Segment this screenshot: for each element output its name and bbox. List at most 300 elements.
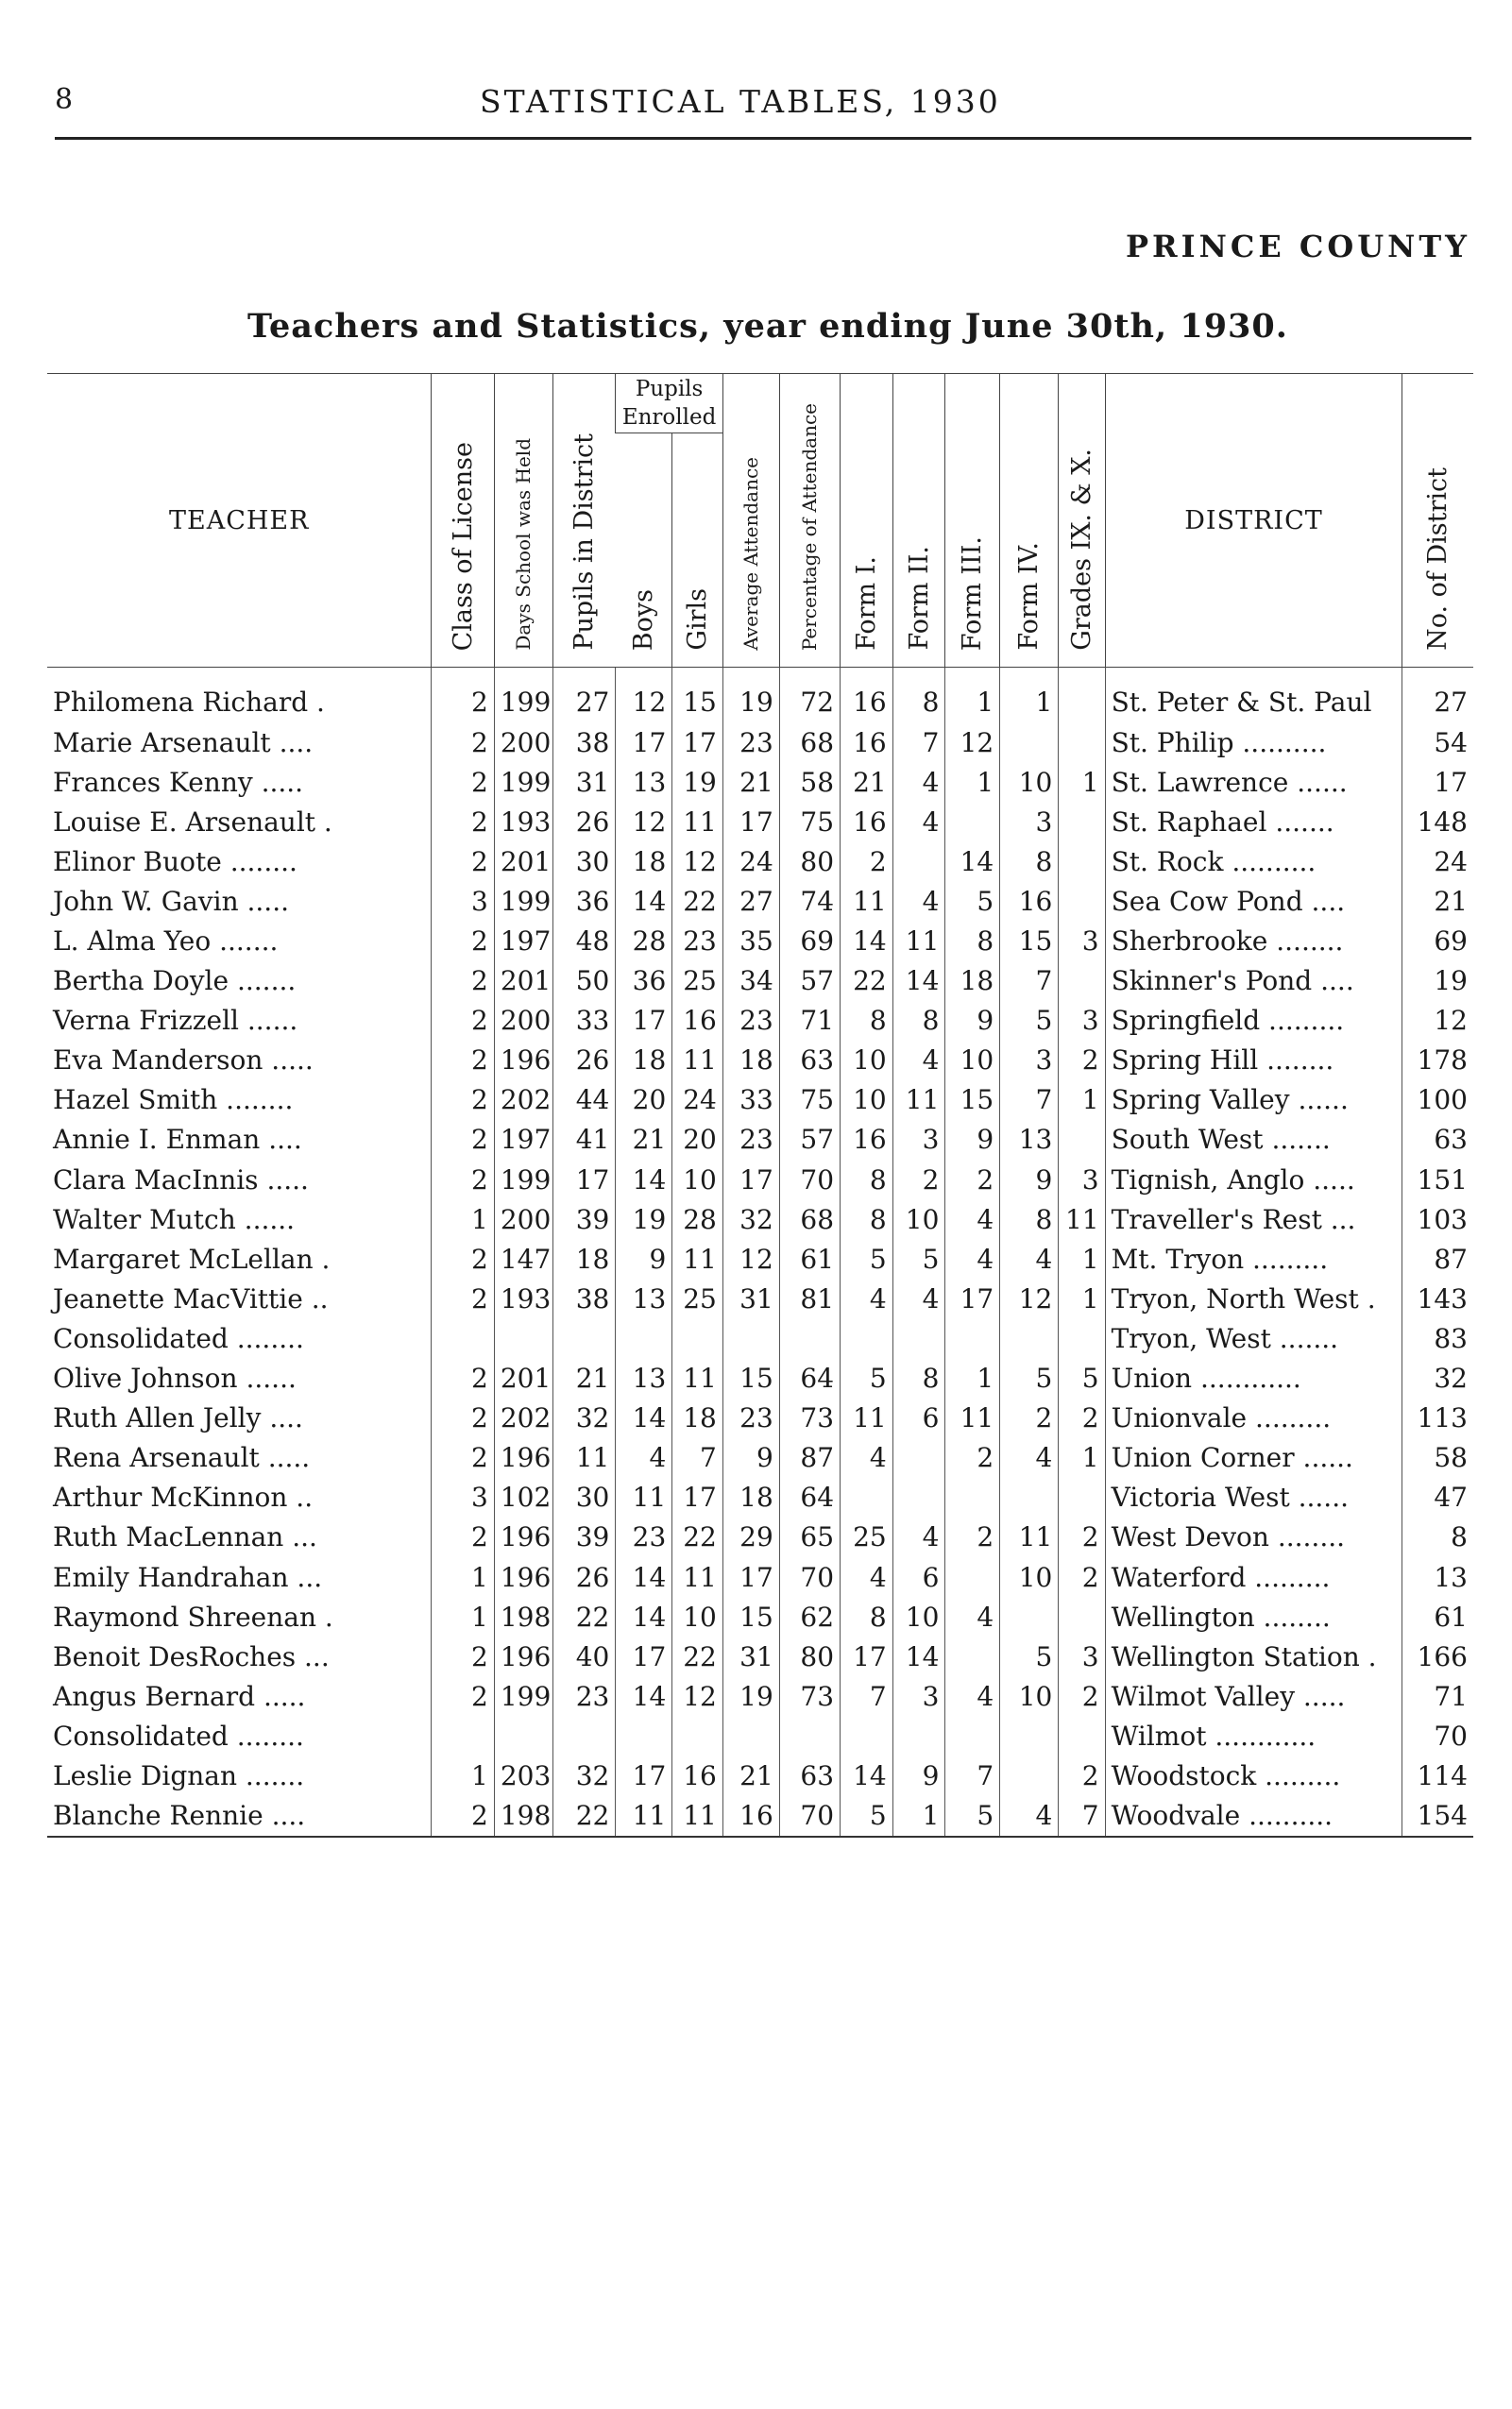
cell-no-of-district: 58 xyxy=(1402,1438,1473,1478)
cell-form-4: 5 xyxy=(1000,1001,1059,1041)
cell-teacher: Ruth Allen Jelly .... xyxy=(53,1402,303,1434)
cell-form-3: 1 xyxy=(945,668,1000,723)
cell-class-of-license: 2 xyxy=(432,1279,494,1318)
cell-no-of-district: 87 xyxy=(1402,1239,1473,1279)
cell-percentage-attendance: 61 xyxy=(779,1239,840,1279)
cell-average-attendance: 29 xyxy=(722,1518,779,1557)
cell-class-of-license: 2 xyxy=(432,762,494,802)
cell-pupils-in-district: 50 xyxy=(552,961,615,1001)
cell-pupils-in-district: 40 xyxy=(552,1637,615,1676)
table-row xyxy=(47,1359,1473,1399)
cell-average-attendance: 31 xyxy=(722,1637,779,1676)
cell-form-2: 3 xyxy=(892,1676,945,1716)
cell-girls: 11 xyxy=(672,1557,723,1597)
table-row xyxy=(47,1716,1473,1756)
table-row xyxy=(47,961,1473,1001)
cell-girls: 19 xyxy=(672,762,723,802)
cell-district: St. Rock .......... xyxy=(1105,841,1402,881)
col-form-1: Form I. xyxy=(841,374,893,668)
cell-percentage-attendance xyxy=(779,1318,840,1358)
cell-percentage-attendance: 63 xyxy=(779,1756,840,1795)
cell-boys: 36 xyxy=(616,961,672,1001)
table-row xyxy=(47,1438,1473,1478)
cell-district: Wellington ........ xyxy=(1105,1597,1402,1637)
cell-grades-9-10: 2 xyxy=(1059,1756,1105,1795)
cell-class-of-license: 3 xyxy=(432,881,494,921)
cell-average-attendance: 15 xyxy=(722,1359,779,1399)
cell-boys: 4 xyxy=(616,1438,672,1478)
cell-form-3: 18 xyxy=(945,961,1000,1001)
col-form-4: Form IV. xyxy=(1000,374,1059,668)
cell-boys: 13 xyxy=(616,1359,672,1399)
table-row xyxy=(47,1637,1473,1676)
cell-form-1: 25 xyxy=(841,1518,893,1557)
cell-teacher: Angus Bernard ..... xyxy=(53,1680,306,1712)
cell-no-of-district: 178 xyxy=(1402,1041,1473,1080)
cell-form-3: 5 xyxy=(945,1796,1000,1837)
cell-form-4: 4 xyxy=(1000,1438,1059,1478)
cell-district: Woodvale .......... xyxy=(1105,1796,1402,1837)
cell-form-3 xyxy=(945,1318,1000,1358)
cell-class-of-license xyxy=(432,1716,494,1756)
cell-days-school-held: 199 xyxy=(494,1160,552,1199)
cell-no-of-district: 61 xyxy=(1402,1597,1473,1637)
cell-grades-9-10 xyxy=(1059,722,1105,762)
cell-percentage-attendance: 70 xyxy=(779,1557,840,1597)
cell-class-of-license: 1 xyxy=(432,1557,494,1597)
cell-days-school-held: 199 xyxy=(494,668,552,723)
cell-form-4: 8 xyxy=(1000,1199,1059,1239)
cell-average-attendance: 35 xyxy=(722,921,779,960)
cell-teacher: Frances Kenny ..... xyxy=(53,766,304,798)
cell-no-of-district: 24 xyxy=(1402,841,1473,881)
cell-days-school-held: 198 xyxy=(494,1597,552,1637)
cell-percentage-attendance: 70 xyxy=(779,1796,840,1837)
cell-girls: 11 xyxy=(672,1359,723,1399)
cell-average-attendance: 17 xyxy=(722,1557,779,1597)
cell-district: Sherbrooke ........ xyxy=(1105,921,1402,960)
cell-days-school-held xyxy=(494,1318,552,1358)
cell-form-1: 17 xyxy=(841,1637,893,1676)
cell-form-1: 2 xyxy=(841,841,893,881)
cell-days-school-held: 199 xyxy=(494,762,552,802)
cell-grades-9-10: 5 xyxy=(1059,1359,1105,1399)
cell-form-2 xyxy=(892,1716,945,1756)
cell-pupils-in-district: 21 xyxy=(552,1359,615,1399)
cell-boys: 14 xyxy=(616,1399,672,1438)
cell-form-4: 4 xyxy=(1000,1796,1059,1837)
cell-grades-9-10 xyxy=(1059,881,1105,921)
cell-teacher: Bertha Doyle ....... xyxy=(53,965,297,997)
cell-days-school-held: 202 xyxy=(494,1080,552,1120)
cell-days-school-held: 202 xyxy=(494,1399,552,1438)
cell-form-1: 16 xyxy=(841,802,893,841)
cell-teacher: Blanche Rennie .... xyxy=(47,1796,432,1837)
cell-girls: 11 xyxy=(672,1041,723,1080)
cell-form-1: 11 xyxy=(841,881,893,921)
cell-district: Traveller's Rest ... xyxy=(1105,1199,1402,1239)
cell-average-attendance: 27 xyxy=(722,881,779,921)
cell-teacher: Consolidated ........ xyxy=(53,1322,304,1354)
cell-pupils-in-district: 18 xyxy=(552,1239,615,1279)
cell-form-3: 12 xyxy=(945,722,1000,762)
col-pupils-in-district: Pupils in District xyxy=(552,374,615,668)
cell-grades-9-10 xyxy=(1059,961,1105,1001)
cell-form-1: 8 xyxy=(841,1160,893,1199)
cell-form-1: 4 xyxy=(841,1438,893,1478)
cell-form-2: 4 xyxy=(892,1518,945,1557)
table-row xyxy=(47,1597,1473,1637)
cell-boys: 14 xyxy=(616,1557,672,1597)
cell-grades-9-10: 1 xyxy=(1059,1080,1105,1120)
cell-pupils-in-district: 36 xyxy=(552,881,615,921)
cell-district: Spring Valley ...... xyxy=(1105,1080,1402,1120)
cell-percentage-attendance: 68 xyxy=(779,1199,840,1239)
cell-girls: 17 xyxy=(672,1478,723,1518)
cell-no-of-district: 114 xyxy=(1402,1756,1473,1795)
cell-form-4: 10 xyxy=(1000,1557,1059,1597)
cell-girls: 20 xyxy=(672,1120,723,1160)
cell-pupils-in-district xyxy=(552,1318,615,1358)
cell-average-attendance: 21 xyxy=(722,1756,779,1795)
cell-no-of-district: 63 xyxy=(1402,1120,1473,1160)
cell-form-2: 5 xyxy=(892,1239,945,1279)
cell-form-1: 4 xyxy=(841,1557,893,1597)
cell-pupils-in-district: 31 xyxy=(552,762,615,802)
cell-no-of-district: 19 xyxy=(1402,961,1473,1001)
cell-days-school-held: 199 xyxy=(494,881,552,921)
cell-boys: 23 xyxy=(616,1518,672,1557)
cell-grades-9-10 xyxy=(1059,841,1105,881)
cell-district: Union Corner ...... xyxy=(1105,1438,1402,1478)
cell-average-attendance: 32 xyxy=(722,1199,779,1239)
cell-teacher: Olive Johnson ...... xyxy=(53,1363,297,1395)
cell-form-1: 4 xyxy=(841,1279,893,1318)
cell-district: West Devon ........ xyxy=(1105,1518,1402,1557)
cell-percentage-attendance: 70 xyxy=(779,1160,840,1199)
cell-grades-9-10: 3 xyxy=(1059,1001,1105,1041)
cell-percentage-attendance: 75 xyxy=(779,802,840,841)
table-row xyxy=(47,1080,1473,1120)
cell-days-school-held: 196 xyxy=(494,1438,552,1478)
cell-average-attendance: 24 xyxy=(722,841,779,881)
col-class-of-license: Class of License xyxy=(432,374,494,668)
cell-form-3: 4 xyxy=(945,1597,1000,1637)
cell-girls: 11 xyxy=(672,802,723,841)
cell-percentage-attendance: 72 xyxy=(779,668,840,723)
cell-teacher: Elinor Buote ........ xyxy=(53,845,297,877)
cell-days-school-held: 196 xyxy=(494,1637,552,1676)
cell-class-of-license: 1 xyxy=(432,1756,494,1795)
cell-girls: 23 xyxy=(672,921,723,960)
cell-average-attendance: 15 xyxy=(722,1597,779,1637)
cell-days-school-held: 196 xyxy=(494,1557,552,1597)
cell-district: Woodstock ......... xyxy=(1105,1756,1402,1795)
col-grades-9-10: Grades IX. & X. xyxy=(1059,374,1105,668)
cell-teacher: Louise E. Arsenault . xyxy=(53,806,332,838)
cell-form-1: 10 xyxy=(841,1080,893,1120)
cell-boys: 17 xyxy=(616,1001,672,1041)
cell-district: St. Raphael ....... xyxy=(1105,802,1402,841)
cell-boys: 20 xyxy=(616,1080,672,1120)
cell-form-2 xyxy=(892,1478,945,1518)
cell-no-of-district: 71 xyxy=(1402,1676,1473,1716)
cell-class-of-license: 2 xyxy=(432,1518,494,1557)
cell-form-3: 4 xyxy=(945,1676,1000,1716)
cell-no-of-district: 83 xyxy=(1402,1318,1473,1358)
cell-form-2: 6 xyxy=(892,1399,945,1438)
cell-boys: 13 xyxy=(616,762,672,802)
table-row xyxy=(47,1557,1473,1597)
cell-pupils-in-district: 44 xyxy=(552,1080,615,1120)
table-row xyxy=(47,881,1473,921)
cell-days-school-held xyxy=(494,1716,552,1756)
cell-pupils-in-district: 30 xyxy=(552,841,615,881)
cell-no-of-district: 13 xyxy=(1402,1557,1473,1597)
cell-district: South West ....... xyxy=(1105,1120,1402,1160)
cell-pupils-in-district: 32 xyxy=(552,1756,615,1795)
cell-form-3 xyxy=(945,1637,1000,1676)
cell-boys: 12 xyxy=(616,802,672,841)
cell-district: Tryon, West ....... xyxy=(1105,1318,1402,1358)
cell-pupils-in-district: 17 xyxy=(552,1160,615,1199)
cell-grades-9-10: 1 xyxy=(1059,762,1105,802)
table-row xyxy=(47,1120,1473,1160)
cell-no-of-district: 103 xyxy=(1402,1199,1473,1239)
cell-form-4: 5 xyxy=(1000,1359,1059,1399)
cell-class-of-license: 2 xyxy=(432,1637,494,1676)
cell-form-3 xyxy=(945,1716,1000,1756)
cell-average-attendance: 23 xyxy=(722,1399,779,1438)
cell-form-3: 2 xyxy=(945,1518,1000,1557)
cell-form-3: 2 xyxy=(945,1160,1000,1199)
cell-boys: 12 xyxy=(616,668,672,723)
cell-grades-9-10 xyxy=(1059,1597,1105,1637)
cell-grades-9-10: 2 xyxy=(1059,1557,1105,1597)
cell-pupils-in-district: 33 xyxy=(552,1001,615,1041)
cell-form-1: 5 xyxy=(841,1796,893,1837)
cell-pupils-in-district: 23 xyxy=(552,1676,615,1716)
cell-days-school-held: 200 xyxy=(494,1199,552,1239)
cell-grades-9-10: 2 xyxy=(1059,1676,1105,1716)
cell-grades-9-10: 1 xyxy=(1059,1239,1105,1279)
cell-class-of-license: 2 xyxy=(432,1359,494,1399)
cell-grades-9-10: 3 xyxy=(1059,1160,1105,1199)
cell-form-2: 8 xyxy=(892,1359,945,1399)
cell-days-school-held: 200 xyxy=(494,1001,552,1041)
table-title: Teachers and Statistics, year ending June 30th, 1930. xyxy=(247,307,1288,346)
cell-class-of-license: 2 xyxy=(432,961,494,1001)
cell-form-4: 3 xyxy=(1000,802,1059,841)
cell-class-of-license: 2 xyxy=(432,1001,494,1041)
cell-form-4: 12 xyxy=(1000,1279,1059,1318)
cell-teacher: Hazel Smith ........ xyxy=(53,1084,294,1116)
cell-district: Union ............ xyxy=(1105,1359,1402,1399)
cell-teacher: John W. Gavin ..... xyxy=(53,885,290,917)
cell-form-4: 2 xyxy=(1000,1399,1059,1438)
running-title: STATISTICAL TABLES, 1930 xyxy=(480,83,1001,120)
cell-form-4: 4 xyxy=(1000,1239,1059,1279)
cell-average-attendance: 19 xyxy=(722,1676,779,1716)
cell-form-1: 14 xyxy=(841,1756,893,1795)
county-heading: PRINCE COUNTY xyxy=(1125,229,1470,264)
cell-grades-9-10 xyxy=(1059,1716,1105,1756)
cell-form-4: 11 xyxy=(1000,1518,1059,1557)
cell-pupils-in-district: 39 xyxy=(552,1199,615,1239)
cell-district: Tignish, Anglo ..... xyxy=(1105,1160,1402,1199)
cell-girls: 18 xyxy=(672,1399,723,1438)
cell-district: Victoria West ...... xyxy=(1105,1478,1402,1518)
cell-pupils-in-district: 11 xyxy=(552,1438,615,1478)
cell-days-school-held: 196 xyxy=(494,1041,552,1080)
cell-no-of-district: 12 xyxy=(1402,1001,1473,1041)
cell-class-of-license: 2 xyxy=(432,1438,494,1478)
cell-teacher: Consolidated ........ xyxy=(53,1720,304,1752)
cell-form-2: 11 xyxy=(892,921,945,960)
cell-pupils-in-district: 38 xyxy=(552,722,615,762)
cell-girls xyxy=(672,1716,723,1756)
cell-boys: 14 xyxy=(616,881,672,921)
cell-average-attendance xyxy=(722,1318,779,1358)
table-row xyxy=(47,1478,1473,1518)
cell-average-attendance xyxy=(722,1716,779,1756)
cell-teacher: Annie I. Enman .... xyxy=(53,1124,302,1156)
cell-class-of-license xyxy=(432,1318,494,1358)
cell-district: Springfield ......... xyxy=(1105,1001,1402,1041)
cell-average-attendance: 16 xyxy=(722,1796,779,1837)
cell-class-of-license: 2 xyxy=(432,1796,494,1837)
cell-teacher: Marie Arsenault .... xyxy=(53,726,314,758)
cell-grades-9-10: 11 xyxy=(1059,1199,1105,1239)
cell-form-2: 11 xyxy=(892,1080,945,1120)
cell-boys xyxy=(616,1318,672,1358)
cell-no-of-district: 47 xyxy=(1402,1478,1473,1518)
cell-class-of-license: 2 xyxy=(432,921,494,960)
cell-grades-9-10 xyxy=(1059,802,1105,841)
col-average-attendance: Average Attendance xyxy=(722,374,779,668)
cell-no-of-district: 148 xyxy=(1402,802,1473,841)
header-rule xyxy=(55,137,1471,140)
cell-grades-9-10: 3 xyxy=(1059,921,1105,960)
cell-form-1: 16 xyxy=(841,1120,893,1160)
cell-boys: 11 xyxy=(616,1478,672,1518)
cell-grades-9-10: 2 xyxy=(1059,1399,1105,1438)
cell-average-attendance: 18 xyxy=(722,1478,779,1518)
cell-class-of-license: 2 xyxy=(432,668,494,723)
cell-grades-9-10: 2 xyxy=(1059,1518,1105,1557)
cell-form-3: 2 xyxy=(945,1438,1000,1478)
cell-pupils-in-district: 48 xyxy=(552,921,615,960)
cell-percentage-attendance: 71 xyxy=(779,1001,840,1041)
cell-girls: 11 xyxy=(672,1239,723,1279)
cell-girls: 22 xyxy=(672,1637,723,1676)
cell-form-2: 8 xyxy=(892,1001,945,1041)
cell-form-3: 4 xyxy=(945,1199,1000,1239)
cell-teacher: Emily Handrahan ... xyxy=(53,1561,323,1593)
cell-days-school-held: 193 xyxy=(494,802,552,841)
cell-girls: 16 xyxy=(672,1756,723,1795)
cell-percentage-attendance: 69 xyxy=(779,921,840,960)
cell-form-1: 14 xyxy=(841,921,893,960)
table-row xyxy=(47,1676,1473,1716)
table-row xyxy=(47,841,1473,881)
cell-boys: 18 xyxy=(616,841,672,881)
cell-grades-9-10: 1 xyxy=(1059,1438,1105,1478)
table-row xyxy=(47,1279,1473,1318)
cell-pupils-in-district: 30 xyxy=(552,1478,615,1518)
cell-days-school-held: 203 xyxy=(494,1756,552,1795)
cell-days-school-held: 201 xyxy=(494,1359,552,1399)
cell-form-4 xyxy=(1000,1716,1059,1756)
table-row xyxy=(47,1199,1473,1239)
cell-class-of-license: 1 xyxy=(432,1597,494,1637)
cell-girls: 24 xyxy=(672,1080,723,1120)
cell-girls: 22 xyxy=(672,1518,723,1557)
cell-no-of-district: 54 xyxy=(1402,722,1473,762)
cell-form-4: 5 xyxy=(1000,1637,1059,1676)
cell-district: St. Philip .......... xyxy=(1105,722,1402,762)
cell-form-3: 17 xyxy=(945,1279,1000,1318)
cell-girls: 25 xyxy=(672,961,723,1001)
cell-no-of-district: 70 xyxy=(1402,1716,1473,1756)
cell-percentage-attendance: 87 xyxy=(779,1438,840,1478)
col-days-school-held: Days School was Held xyxy=(494,374,552,668)
cell-percentage-attendance: 80 xyxy=(779,841,840,881)
cell-form-4: 13 xyxy=(1000,1120,1059,1160)
cell-form-4: 8 xyxy=(1000,841,1059,881)
cell-form-1: 16 xyxy=(841,668,893,723)
table-row xyxy=(47,802,1473,841)
cell-form-4: 16 xyxy=(1000,881,1059,921)
cell-pupils-in-district: 38 xyxy=(552,1279,615,1318)
cell-form-4: 10 xyxy=(1000,762,1059,802)
cell-days-school-held: 193 xyxy=(494,1279,552,1318)
cell-girls: 11 xyxy=(672,1796,723,1837)
cell-boys: 11 xyxy=(616,1796,672,1837)
cell-form-2: 9 xyxy=(892,1756,945,1795)
cell-district: Wellington Station . xyxy=(1105,1637,1402,1676)
cell-district: Spring Hill ........ xyxy=(1105,1041,1402,1080)
cell-grades-9-10 xyxy=(1059,1318,1105,1358)
cell-boys: 17 xyxy=(616,1637,672,1676)
cell-boys: 28 xyxy=(616,921,672,960)
table-body xyxy=(47,668,1473,1837)
table-row xyxy=(47,1318,1473,1358)
cell-teacher: Clara MacInnis ..... xyxy=(53,1163,309,1196)
cell-average-attendance: 12 xyxy=(722,1239,779,1279)
cell-days-school-held: 196 xyxy=(494,1518,552,1557)
cell-girls xyxy=(672,1318,723,1358)
cell-pupils-in-district: 26 xyxy=(552,802,615,841)
cell-percentage-attendance: 74 xyxy=(779,881,840,921)
cell-boys: 14 xyxy=(616,1160,672,1199)
cell-form-4: 10 xyxy=(1000,1676,1059,1716)
cell-days-school-held: 198 xyxy=(494,1796,552,1837)
cell-average-attendance: 31 xyxy=(722,1279,779,1318)
cell-form-2 xyxy=(892,841,945,881)
cell-teacher: Raymond Shreenan . xyxy=(53,1601,333,1633)
cell-district: Wilmot ............ xyxy=(1105,1716,1402,1756)
cell-form-3: 10 xyxy=(945,1041,1000,1080)
cell-percentage-attendance: 64 xyxy=(779,1359,840,1399)
table-row xyxy=(47,1399,1473,1438)
cell-boys: 21 xyxy=(616,1120,672,1160)
cell-pupils-in-district: 32 xyxy=(552,1399,615,1438)
cell-district: Sea Cow Pond .... xyxy=(1105,881,1402,921)
cell-percentage-attendance: 73 xyxy=(779,1399,840,1438)
cell-boys xyxy=(616,1716,672,1756)
cell-class-of-license: 3 xyxy=(432,1478,494,1518)
